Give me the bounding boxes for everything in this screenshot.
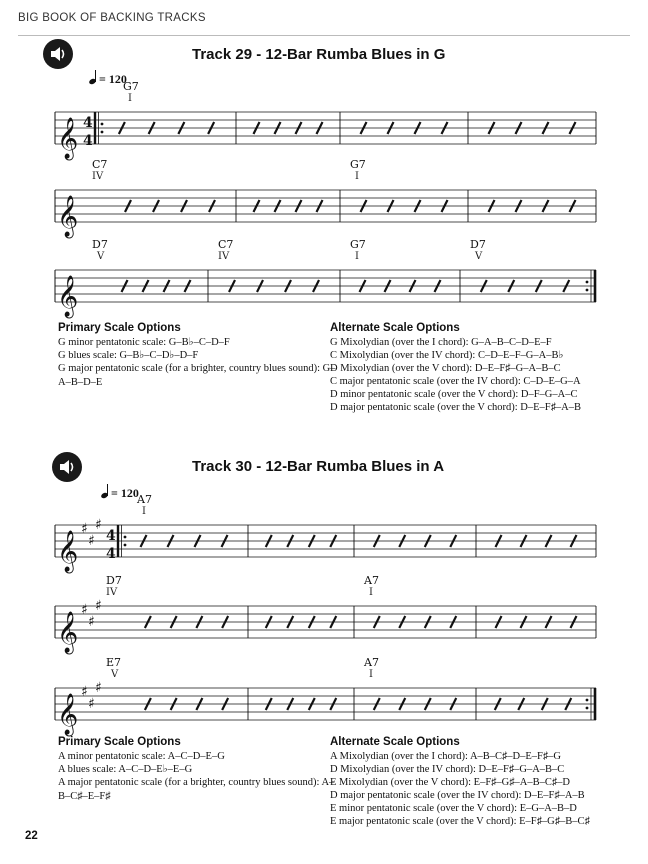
treble-clef: 𝄞 <box>57 118 79 159</box>
chord-symbol: C7 <box>92 158 108 171</box>
time-signature-top: 4 <box>83 115 93 131</box>
sharp-sign: ♯ <box>88 533 95 549</box>
repeat-dot <box>586 289 589 292</box>
repeat-dot <box>124 536 127 539</box>
scale-option: A minor pentatonic scale: A–C–D–E–G <box>58 751 225 762</box>
repeat-dot <box>101 123 104 126</box>
roman-numeral: I <box>369 669 373 680</box>
repeat-dot <box>124 544 127 547</box>
sharp-sign: ♯ <box>95 598 102 614</box>
scale-option: G major pentatonic scale (for a brighter, country blues sound): G–A–B–D–E <box>58 363 336 388</box>
alternate-scale-heading: Alternate Scale Options <box>330 736 460 748</box>
treble-clef: 𝄞 <box>57 694 79 735</box>
scale-option: G Mixolydian (over the I chord): G–A–B–C–D–E–F <box>330 337 552 348</box>
book-header: BIG BOOK OF BACKING TRACKS <box>18 12 206 24</box>
chord-symbol: D7 <box>92 238 108 251</box>
scale-option: E Mixolydian (over the V chord): E–F♯–G♯–A–B–C♯–D <box>330 777 570 788</box>
speaker-icon[interactable] <box>52 452 82 482</box>
chord-symbol: E7 <box>106 656 122 669</box>
tempo-marking: = 120 <box>89 70 127 87</box>
roman-numeral: I <box>142 506 146 517</box>
time-signature-bottom: 4 <box>83 133 93 149</box>
sharp-sign: ♯ <box>81 521 88 537</box>
scale-option: G minor pentatonic scale: G–B♭–C–D–F <box>58 337 230 348</box>
repeat-dot <box>586 699 589 702</box>
time-signature-top: 4 <box>106 528 116 544</box>
roman-numeral: I <box>128 93 132 104</box>
sharp-sign: ♯ <box>88 614 95 630</box>
scale-option: C major pentatonic scale (over the IV chord): C–D–E–G–A <box>330 376 581 387</box>
roman-numeral: V <box>475 251 483 262</box>
scale-option: G blues scale: G–B♭–C–D♭–D–F <box>58 350 199 361</box>
chord-symbol: D7 <box>106 574 122 587</box>
chord-symbol: G7 <box>350 238 366 251</box>
roman-numeral: IV <box>106 587 118 598</box>
treble-clef: 𝄞 <box>57 531 79 572</box>
scale-option: E major pentatonic scale (over the V chord): E–F♯–G♯–B–C♯ <box>330 816 590 827</box>
roman-numeral: V <box>111 669 119 680</box>
primary-scale-heading: Primary Scale Options <box>58 322 181 334</box>
page-number: 22 <box>25 830 38 842</box>
chord-symbol: C7 <box>218 238 234 251</box>
sharp-sign: ♯ <box>95 680 102 696</box>
repeat-dot <box>101 131 104 134</box>
scale-option: D major pentatonic scale (over the IV chord): D–E–F♯–A–B <box>330 790 585 801</box>
sharp-sign: ♯ <box>81 684 88 700</box>
chord-symbol: G7 <box>350 158 366 171</box>
treble-clef: 𝄞 <box>57 276 79 317</box>
roman-numeral: I <box>369 587 373 598</box>
roman-numeral: I <box>355 171 359 182</box>
scale-option: D Mixolydian (over the IV chord): D–E–F♯–G–A–B–C <box>330 764 565 775</box>
roman-numeral: IV <box>218 251 230 262</box>
chord-symbol: G7 <box>123 80 139 93</box>
chord-symbol: A7 <box>364 574 379 587</box>
roman-numeral: IV <box>92 171 104 182</box>
tempo-marking: = 120 <box>101 484 139 501</box>
scale-option: A Mixolydian (over the I chord): A–B–C♯–D–E–F♯–G <box>330 751 561 762</box>
treble-clef: 𝄞 <box>57 612 79 653</box>
scale-option: D Mixolydian (over the V chord): D–E–F♯–G–A–B–C <box>330 363 561 374</box>
primary-scale-heading: Primary Scale Options <box>58 736 181 748</box>
treble-clef: 𝄞 <box>57 196 79 237</box>
scale-option: D major pentatonic scale (over the V chord): D–E–F♯–A–B <box>330 402 581 413</box>
sharp-sign: ♯ <box>88 696 95 712</box>
roman-numeral: I <box>355 251 359 262</box>
scale-option: A blues scale: A–C–D–E♭–E–G <box>58 764 193 775</box>
chord-symbol: A7 <box>137 493 152 506</box>
roman-numeral: V <box>97 251 105 262</box>
repeat-dot <box>586 281 589 284</box>
scale-option: A major pentatonic scale (for a brighter, country blues sound): A–B–C♯–E–F♯ <box>58 777 335 802</box>
scale-option: D minor pentatonic scale (over the V chord): D–F–G–A–C <box>330 389 578 400</box>
repeat-dot <box>586 707 589 710</box>
track-title: Track 29 - 12-Bar Rumba Blues in G <box>192 46 446 63</box>
track-title: Track 30 - 12-Bar Rumba Blues in A <box>192 458 445 475</box>
scale-option: C Mixolydian (over the IV chord): C–D–E–F–G–A–B♭ <box>330 350 564 361</box>
sharp-sign: ♯ <box>81 602 88 618</box>
alternate-scale-heading: Alternate Scale Options <box>330 322 460 334</box>
sharp-sign: ♯ <box>95 517 102 533</box>
time-signature-bottom: 4 <box>106 546 116 562</box>
scale-option: E minor pentatonic scale (over the V chord): E–G–A–B–D <box>330 803 577 814</box>
chord-symbol: A7 <box>364 656 379 669</box>
chord-symbol: D7 <box>470 238 486 251</box>
